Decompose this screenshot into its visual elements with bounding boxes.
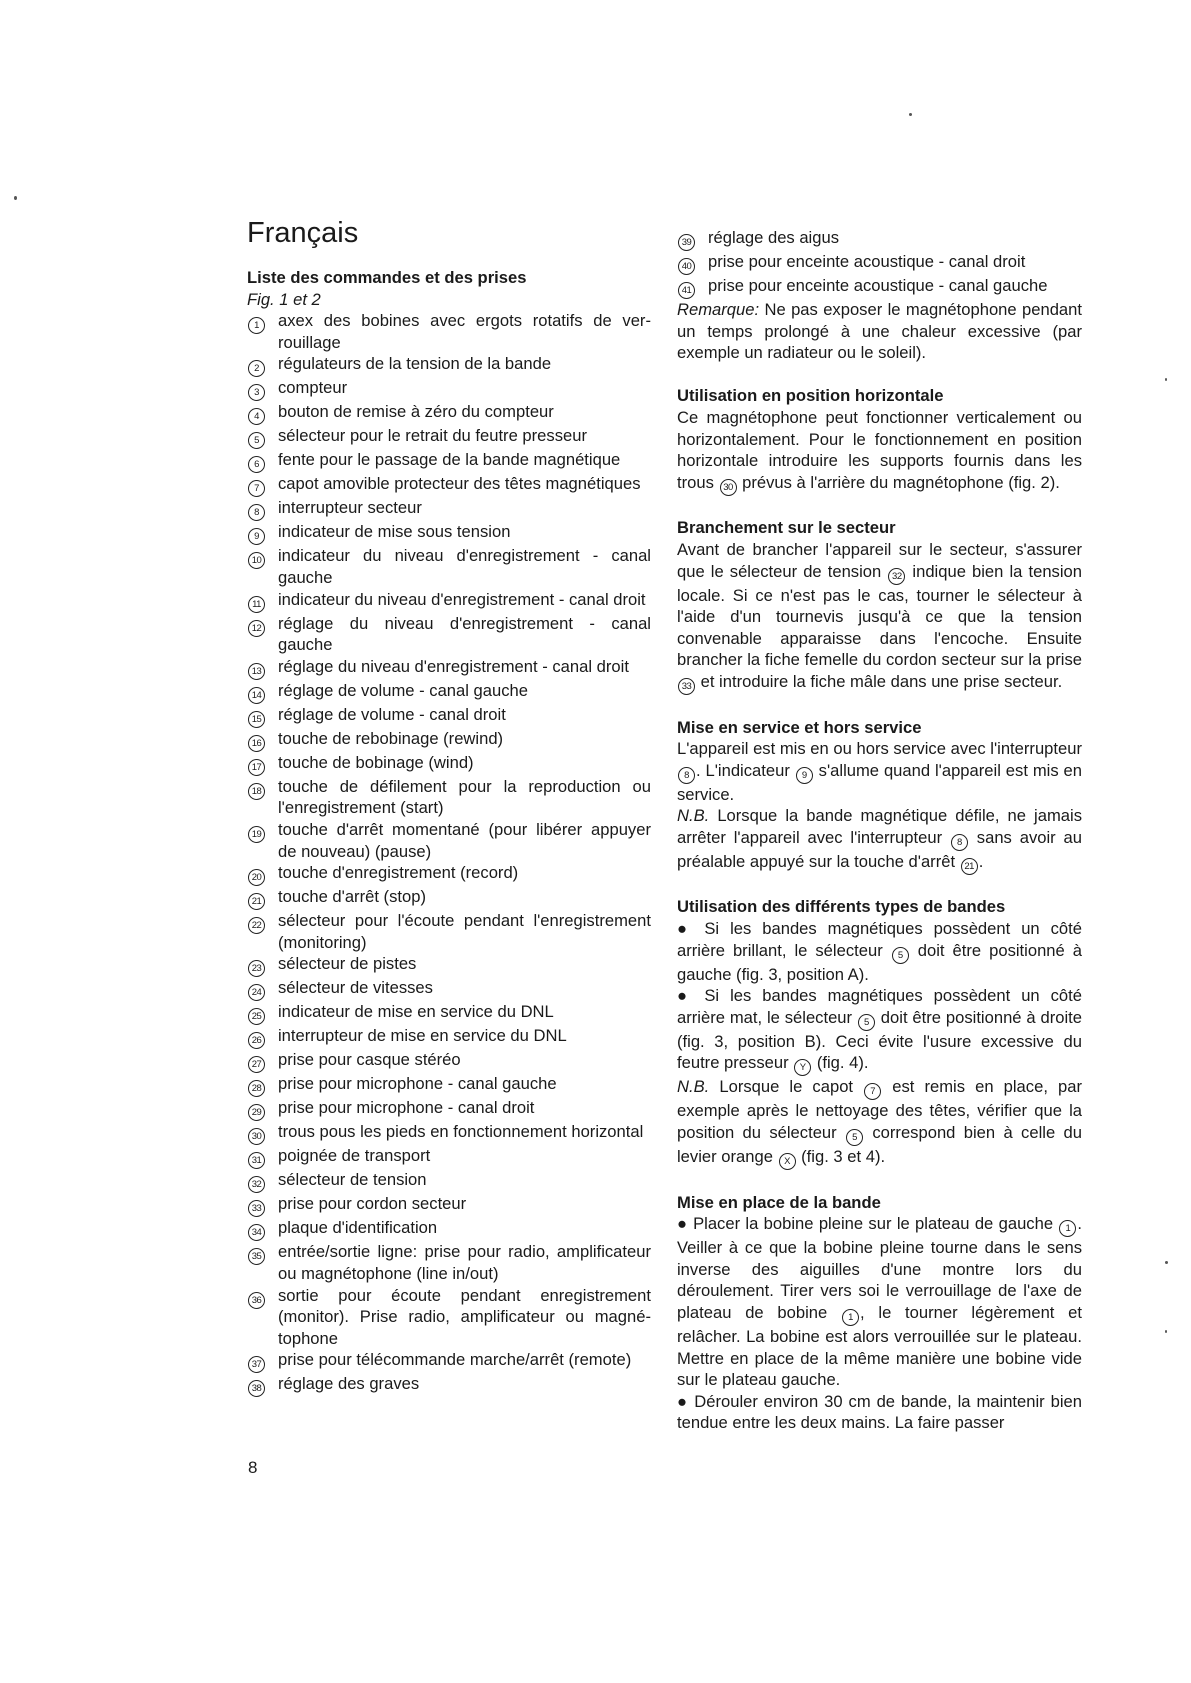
circled-number-icon: 38 <box>248 1380 265 1397</box>
item-number <box>247 1025 278 1049</box>
item-label: indicateur du niveau d'enregistrement - canal gauche <box>278 546 651 587</box>
item-label: capot amovible protecteur des têtes magnétiques <box>278 474 641 494</box>
circled-reference-icon: 5 <box>892 947 909 964</box>
item-label: indicateur de mise sous tension <box>278 522 511 542</box>
item-number <box>247 353 278 377</box>
circled-number-icon: 5 <box>248 432 265 449</box>
list-item <box>247 752 651 776</box>
list-item <box>247 704 651 728</box>
paragraph <box>677 407 1082 496</box>
item-label: touche d'arrêt momentané (pour libérer appuyer de nouveau) (pause) <box>278 819 651 861</box>
item-number <box>247 728 278 752</box>
item-label: plaque d'identification <box>278 1218 438 1238</box>
list-item <box>247 1145 651 1169</box>
text-run: . <box>978 851 984 871</box>
circled-number-icon: 19 <box>248 826 265 843</box>
item-number <box>247 862 278 886</box>
list-item <box>247 1025 651 1049</box>
circled-number-icon: 31 <box>248 1152 265 1169</box>
circled-number-icon: 14 <box>248 687 265 704</box>
paragraph <box>677 1076 1082 1170</box>
text-run: (fig. 3 et 4). <box>796 1147 886 1167</box>
item-label: indicateur de mise en service du DNL <box>278 1002 554 1022</box>
circled-number-icon: 32 <box>248 1176 265 1193</box>
text-run: correspond bien à celle du levier orange <box>677 1123 1082 1167</box>
list-item <box>247 862 651 886</box>
item-label: sélecteur pour le retrait du feutre presseur <box>278 426 587 446</box>
item-label: réglage des graves <box>278 1374 420 1394</box>
item-number <box>247 953 278 977</box>
list-item <box>247 1349 651 1373</box>
section-heading: Branchement sur le secteur <box>677 518 896 538</box>
list-item <box>247 449 651 473</box>
circled-number-icon: 13 <box>248 663 265 680</box>
text-run: et introduire la fiche mâle dans une prise secteur. <box>696 671 1063 691</box>
text-run: (fig. 4). <box>812 1053 869 1073</box>
circled-reference-icon: 8 <box>951 834 968 851</box>
item-label: réglage de volume - canal droit <box>278 704 506 724</box>
item-number <box>247 425 278 449</box>
item-label: sélecteur pour l'écoute pendant l'enregistrement (monitoring) <box>278 911 651 952</box>
item-number <box>247 449 278 473</box>
list-item <box>247 545 651 588</box>
item-number <box>247 656 278 680</box>
item-number <box>247 910 278 953</box>
section-heading: Mise en place de la bande <box>677 1192 881 1212</box>
item-number <box>247 680 278 704</box>
circled-number-icon: 23 <box>248 960 265 977</box>
circled-reference-icon: 21 <box>961 858 978 875</box>
item-number <box>247 1285 278 1350</box>
list-item <box>247 910 651 953</box>
italic-label: N.B. <box>677 806 710 826</box>
list-item <box>247 353 651 377</box>
item-label: sortie pour écoute pendant enregistrement (monitor). Prise radio, amplificateur ou magnétophone <box>278 1285 651 1348</box>
circled-number-icon: 6 <box>248 456 265 473</box>
item-label: sélecteur de vitesses <box>278 978 433 998</box>
item-number <box>247 1049 278 1073</box>
item-label: prise pour cordon secteur <box>278 1194 467 1214</box>
text-run: Lorsque le capot <box>709 1077 864 1097</box>
list-item <box>247 521 651 545</box>
circled-number-icon: 36 <box>248 1292 265 1309</box>
text-run: ● Si les bandes magnétiques possèdent un côté arrière mat, le sélecteur <box>677 986 1082 1027</box>
circled-reference-icon: 8 <box>678 767 695 784</box>
list-item <box>247 1373 651 1397</box>
text-run: Lorsque la bande magnétique défile, ne jamais arrêter l'appareil avec l'interrupteur <box>677 806 1082 847</box>
circled-number-icon: 12 <box>248 620 265 637</box>
item-number <box>247 497 278 521</box>
list-item <box>247 1193 651 1217</box>
text-run: sans avoir au préalable appuyé sur la touche d'arrêt <box>677 827 1082 871</box>
right-column <box>677 227 1082 1434</box>
item-number <box>247 1001 278 1025</box>
item-label: interrupteur de mise en service du DNL <box>278 1026 567 1046</box>
item-label: prise pour télécommande marche/arrêt (remote) <box>278 1350 632 1370</box>
item-label: prise pour microphone - canal droit <box>278 1098 535 1118</box>
circled-number-icon: 25 <box>248 1008 265 1025</box>
circled-number-icon: 35 <box>248 1248 265 1265</box>
paragraph <box>677 1391 1082 1434</box>
list-item <box>247 1097 651 1121</box>
list-item <box>677 227 1082 251</box>
section-heading: Mise en service et hors service <box>677 717 922 737</box>
item-label: poignée de transport <box>278 1146 431 1166</box>
list-item <box>247 680 651 704</box>
circled-number-icon: 27 <box>248 1056 265 1073</box>
list-item <box>247 953 651 977</box>
item-number <box>247 1241 278 1284</box>
text-run: Ne pas exposer le magnétophone pendant un temps prolongé à une chaleur excessive (par exemple un radiateur ou le soleil). <box>677 300 1082 363</box>
circled-reference-icon: 5 <box>846 1129 863 1146</box>
text-run: ● Placer la bobine pleine sur le plateau de gauche <box>677 1214 1059 1234</box>
section-gap <box>677 364 1082 386</box>
item-label: réglage du niveau d'enregistrement - canal droit <box>278 656 629 676</box>
paragraph <box>677 918 1082 985</box>
circled-reference-icon: 30 <box>720 479 737 496</box>
list-item <box>247 310 651 353</box>
item-label: touche de bobinage (wind) <box>278 752 474 772</box>
item-label: touche d'arrêt (stop) <box>278 887 426 907</box>
page-title: Français <box>247 217 359 249</box>
item-number <box>247 1169 278 1193</box>
section-gap <box>677 1170 1082 1192</box>
list-item <box>247 656 651 680</box>
list-item <box>247 1241 651 1284</box>
item-number <box>247 776 278 819</box>
list-item <box>247 473 651 497</box>
circled-number-icon: 3 <box>248 384 265 401</box>
list-item <box>247 1169 651 1193</box>
paragraph <box>677 805 1082 875</box>
item-label: fente pour le passage de la bande magnétique <box>278 450 621 470</box>
item-label: axex des bobines avec ergots rotatifs de verrouillage <box>278 311 651 352</box>
circled-number-icon: 9 <box>248 528 265 545</box>
section-gap <box>677 496 1082 518</box>
section-heading: Utilisation des différents types de bandes <box>677 897 1006 917</box>
item-label: interrupteur secteur <box>278 498 422 518</box>
circled-number-icon: 29 <box>248 1104 265 1121</box>
list-item <box>247 401 651 425</box>
item-number <box>247 473 278 497</box>
item-label: réglage de volume - canal gauche <box>278 680 528 700</box>
circled-number-icon: 24 <box>248 984 265 1001</box>
list-item <box>247 377 651 401</box>
paragraph <box>677 1213 1082 1391</box>
item-label: compteur <box>278 378 348 398</box>
circled-number-icon: 33 <box>248 1200 265 1217</box>
list-item <box>247 728 651 752</box>
item-number <box>247 545 278 588</box>
list-item <box>247 589 651 613</box>
list-item <box>247 1121 651 1145</box>
paragraph <box>677 299 1082 364</box>
section-gap <box>677 695 1082 717</box>
section-heading: Utilisation en position horizontale <box>677 386 944 406</box>
list-item <box>677 275 1082 299</box>
circled-number-icon: 30 <box>248 1128 265 1145</box>
circled-reference-icon: 7 <box>864 1083 881 1100</box>
item-number <box>247 521 278 545</box>
item-label: touche d'enregistrement (record) <box>278 863 519 883</box>
item-label: prise pour enceinte acoustique - canal droit <box>708 252 1026 271</box>
text-run: ● Dérouler environ 30 cm de bande, la maintenir bien tendue entre les deux mains. La faire passer <box>677 1391 1082 1433</box>
italic-label: Remarque: <box>677 300 760 319</box>
circled-number-icon: 1 <box>248 317 265 334</box>
item-number <box>247 589 278 613</box>
item-number <box>247 819 278 862</box>
text-run: L'appareil est mis en ou hors service avec l'interrupteur <box>677 739 1082 759</box>
paragraph <box>677 985 1082 1076</box>
item-number <box>247 704 278 728</box>
item-label: réglage du niveau d'enregistrement - canal gauche <box>278 613 651 655</box>
list-item <box>247 1073 651 1097</box>
list-item <box>247 1001 651 1025</box>
item-number <box>247 377 278 401</box>
item-number <box>247 977 278 1001</box>
item-number <box>677 251 708 275</box>
figure-reference: Fig. 1 et 2 <box>247 289 321 309</box>
text-run: Ce magnétophone peut fonctionner verticalement ou horizontalement. Pour le fonctionnement en position horizontale introduire les supports fournis dans les trous <box>677 407 1082 492</box>
text-run: . Veiller à ce que la bobine pleine tourne dans le sens inverse des aiguilles d'une montre lors du déroulement. Tirer vers soi le verrouillage de l'axe de plateau de bobine <box>677 1214 1082 1322</box>
circled-number-icon: 18 <box>248 783 265 800</box>
circled-number-icon: 26 <box>248 1032 265 1049</box>
circled-number-icon: 16 <box>248 735 265 752</box>
circled-number-icon: 39 <box>678 234 695 251</box>
list-heading: Liste des commandes et des prises <box>247 268 527 287</box>
item-number <box>247 1193 278 1217</box>
list-item <box>247 613 651 656</box>
list-item <box>247 1049 651 1073</box>
italic-label: N.B. <box>677 1077 710 1097</box>
circled-number-icon: 10 <box>248 552 265 569</box>
list-item <box>247 497 651 521</box>
text-run: ● Si les bandes magnétiques possèdent un côté arrière brillant, le sélecteur <box>677 919 1082 960</box>
circled-number-icon: 17 <box>248 759 265 776</box>
text-run: doit être positionné à droite (fig. 3, position B). Ceci évite l'usure excessive du feutre presseur <box>677 1007 1082 1073</box>
item-label: trous pous les pieds en fonctionnement horizontal <box>278 1122 644 1142</box>
list-item <box>247 776 651 819</box>
circled-reference-icon: 32 <box>888 568 905 585</box>
item-number <box>247 1349 278 1373</box>
item-number <box>247 613 278 656</box>
item-label: touche de défilement pour la reproduction ou l'enregistrement (start) <box>278 776 651 818</box>
item-number <box>247 1373 278 1397</box>
circled-number-icon: 28 <box>248 1080 265 1097</box>
item-label: entrée/sortie ligne: prise pour radio, amplificateur ou magnétophone (line in/out) <box>278 1242 651 1283</box>
list-item <box>247 1217 651 1241</box>
circled-reference-icon: 1 <box>842 1309 859 1326</box>
item-number <box>247 401 278 425</box>
item-label: régulateurs de la tension de la bande <box>278 354 552 374</box>
circled-reference-icon: 1 <box>1059 1220 1076 1237</box>
item-label: prise pour microphone - canal gauche <box>278 1074 557 1094</box>
circled-reference-icon: Y <box>794 1059 811 1076</box>
item-number <box>247 310 278 353</box>
text-run: est remis en place, par exemple après le nettoyage des têtes, vérifier que la position du sélecteur <box>677 1077 1082 1143</box>
controls-list <box>247 310 651 1397</box>
controls-list-continued <box>677 227 1082 299</box>
list-item <box>247 819 651 862</box>
item-number <box>677 227 708 251</box>
circled-number-icon: 2 <box>248 360 265 377</box>
circled-number-icon: 4 <box>248 408 265 425</box>
circled-reference-icon: 9 <box>796 767 813 784</box>
item-label: sélecteur de pistes <box>278 954 417 974</box>
circled-number-icon: 11 <box>248 596 265 613</box>
list-item <box>677 251 1082 275</box>
text-run: . L'indicateur <box>696 760 795 780</box>
text-run: doit être positionné à gauche (fig. 3, position A). <box>677 940 1082 984</box>
list-item <box>247 977 651 1001</box>
item-number <box>247 752 278 776</box>
item-label: touche de rebobinage (rewind) <box>278 728 504 748</box>
text-run: prévus à l'arrière du magnétophone (fig. 2). <box>737 472 1060 492</box>
page-number: 8 <box>248 1458 258 1477</box>
item-label: réglage des aigus <box>708 228 839 247</box>
list-item <box>247 1285 651 1350</box>
circled-reference-icon: 5 <box>858 1014 875 1031</box>
text-run: indique bien la tension locale. Si ce n'est pas le cas, tourner le sélecteur à l'aide d'un tournevis jusqu'à ce que la tension convenable apparaisse dans l'encoche. Ensuite brancher la fiche femelle du cordon secteur sur la prise <box>677 561 1082 670</box>
item-label: prise pour enceinte acoustique - canal gauche <box>708 276 1048 295</box>
circled-number-icon: 15 <box>248 711 265 728</box>
item-number <box>247 1145 278 1169</box>
text-run: , le tourner légèrement et relâcher. La bobine est alors verrouillée sur le plateau. Mettre en place de la même manière une bobine vide sur le plateau gauche. <box>677 1303 1083 1390</box>
item-number <box>247 1097 278 1121</box>
circled-number-icon: 21 <box>248 893 265 910</box>
left-column <box>247 216 651 1397</box>
paragraph <box>677 539 1082 695</box>
item-number <box>247 1217 278 1241</box>
list-item <box>247 425 651 449</box>
item-number <box>247 886 278 910</box>
item-label: sélecteur de tension <box>278 1170 427 1190</box>
circled-number-icon: 8 <box>248 504 265 521</box>
circled-number-icon: 34 <box>248 1224 265 1241</box>
sections <box>677 299 1082 1434</box>
paragraph <box>677 738 1082 805</box>
circled-reference-icon: 33 <box>678 678 695 695</box>
circled-reference-icon: X <box>779 1153 796 1170</box>
item-number <box>247 1121 278 1145</box>
text-run: Avant de brancher l'appareil sur le secteur, s'assurer que le sélecteur de tension <box>677 539 1082 581</box>
circled-number-icon: 40 <box>678 258 695 275</box>
circled-number-icon: 7 <box>248 480 265 497</box>
text-run: s'allume quand l'appareil est mis en service. <box>677 760 1082 804</box>
item-label: bouton de remise à zéro du compteur <box>278 402 554 422</box>
item-number <box>247 1073 278 1097</box>
item-label: indicateur du niveau d'enregistrement - canal droit <box>278 589 646 609</box>
circled-number-icon: 37 <box>248 1356 265 1373</box>
section-gap <box>677 875 1082 897</box>
item-label: prise pour casque stéréo <box>278 1050 461 1070</box>
circled-number-icon: 20 <box>248 869 265 886</box>
list-item <box>247 886 651 910</box>
circled-number-icon: 41 <box>678 282 695 299</box>
item-number <box>677 275 708 299</box>
circled-number-icon: 22 <box>248 917 265 934</box>
